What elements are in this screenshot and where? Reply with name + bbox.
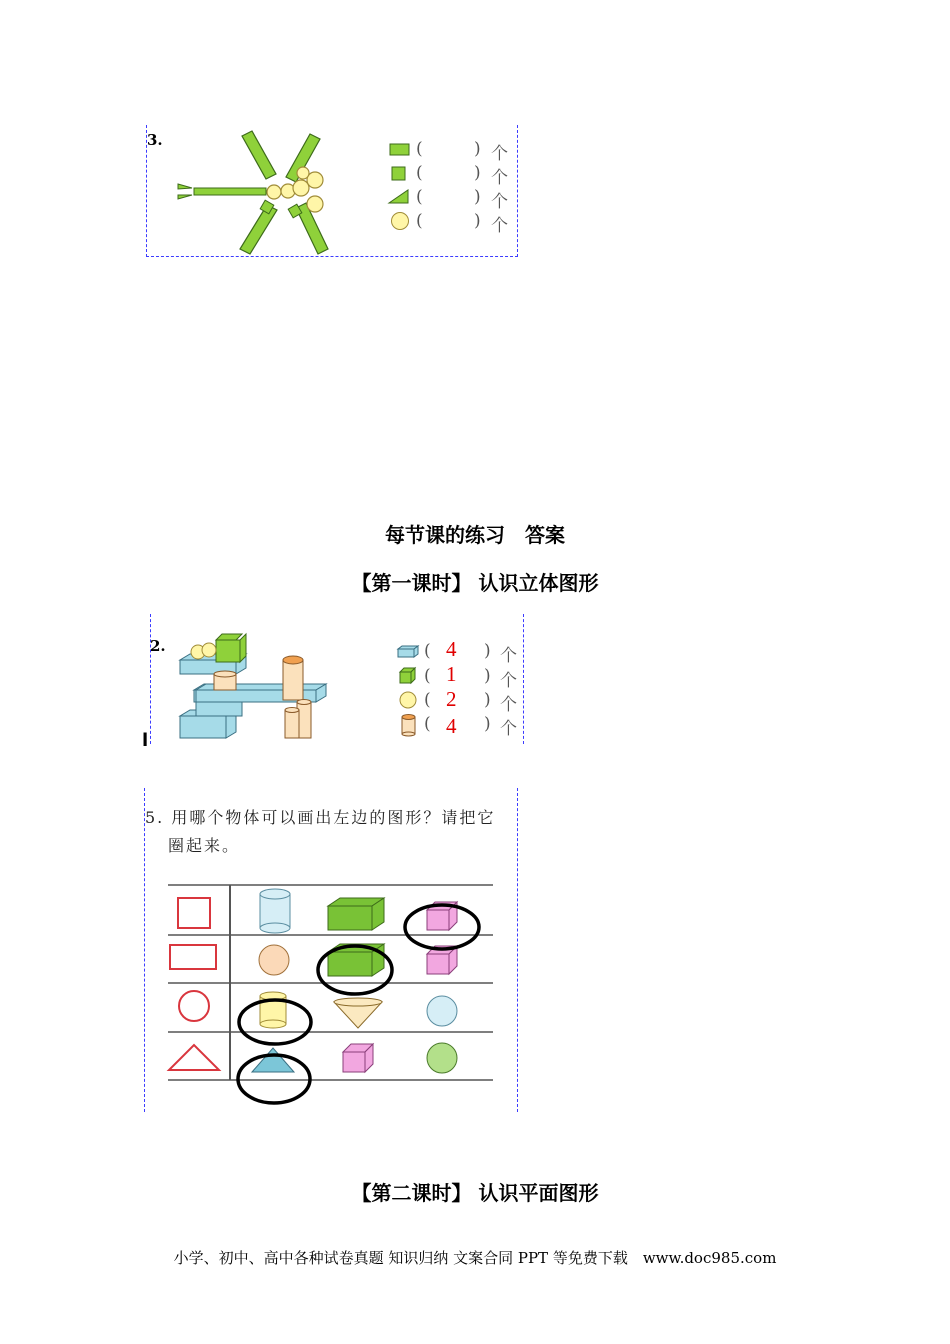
rectangle-icon <box>389 143 411 157</box>
red-triangle <box>169 1045 219 1070</box>
unit-label: 个 <box>491 192 508 212</box>
q5-prompt-line2: 圈起来。 <box>168 836 241 855</box>
dragonfly-tail <box>194 188 266 195</box>
square-icon <box>391 166 407 182</box>
triangle-icon <box>388 189 410 205</box>
paren-close: ) <box>484 641 491 661</box>
paren-close: ) <box>484 690 491 710</box>
dragonfly-wing-lower-left <box>240 205 277 254</box>
dragonfly-figure <box>170 128 340 258</box>
lesson1-title: 【第一课时】 认识立体图形 <box>351 571 599 595</box>
q5-table <box>150 880 500 1110</box>
paren-open: ( <box>424 714 431 734</box>
q3-number: 3. <box>147 131 163 149</box>
row3-sphere <box>427 996 457 1026</box>
unit-label: 个 <box>491 216 508 236</box>
sphere-icon <box>398 690 418 710</box>
paren-close: ) <box>474 211 481 231</box>
paren-open: ( <box>424 666 431 686</box>
paren-open: ( <box>416 139 423 159</box>
paren-open: ( <box>424 641 431 661</box>
paren-open: ( <box>424 690 431 710</box>
row1-cuboid <box>328 898 384 930</box>
cube-icon <box>398 667 418 685</box>
footer-text: 小学、初中、高中各种试卷真题 知识归纳 文案合同 PPT 等免费下载 www.doc985.com <box>173 1249 777 1267</box>
dragonfly-wing-upper-left <box>242 131 276 179</box>
answer-value: 4 <box>446 637 457 661</box>
unit-label: 个 <box>500 695 517 715</box>
cuboid-icon <box>396 645 420 659</box>
unit-label: 个 <box>491 144 508 164</box>
answers-title: 每节课的练习 答案 <box>385 523 565 547</box>
answer-value: 1 <box>446 662 457 686</box>
row4-sphere <box>427 1043 457 1073</box>
lesson2-title: 【第二课时】 认识平面图形 <box>351 1181 599 1205</box>
unit-label: 个 <box>500 671 517 691</box>
unit-label: 个 <box>491 168 508 188</box>
paren-close: ) <box>474 139 481 159</box>
circle-icon <box>390 211 410 231</box>
red-rectangle <box>170 945 216 969</box>
row4-cube <box>343 1044 373 1072</box>
answer-value: 2 <box>446 687 457 711</box>
paren-close: ) <box>474 163 481 183</box>
paren-open: ( <box>416 211 423 231</box>
block-structure-figure <box>176 630 336 742</box>
row3-cylinder <box>260 992 286 1028</box>
paren-open: ( <box>416 163 423 183</box>
red-square <box>178 898 210 928</box>
answer-value: 4 <box>446 714 457 738</box>
cylinder-icon <box>400 713 418 737</box>
unit-label: 个 <box>500 646 517 666</box>
row1-cylinder <box>260 889 290 933</box>
unit-label: 个 <box>500 719 517 739</box>
row3-cone <box>334 998 382 1028</box>
margin-mark: l <box>142 730 149 751</box>
row2-sphere <box>259 945 289 975</box>
paren-close: ) <box>474 187 481 207</box>
paren-close: ) <box>484 666 491 686</box>
q5-prompt-line1: 5. 用哪个物体可以画出左边的图形？请把它 <box>145 808 496 827</box>
q2-number: 2. <box>150 637 166 655</box>
paren-open: ( <box>416 187 423 207</box>
row4-cone <box>252 1048 294 1072</box>
dragonfly-tail-tip-2 <box>178 195 192 199</box>
paren-close: ) <box>484 714 491 734</box>
dragonfly-tail-tip-1 <box>178 184 192 189</box>
red-circle <box>179 991 209 1021</box>
